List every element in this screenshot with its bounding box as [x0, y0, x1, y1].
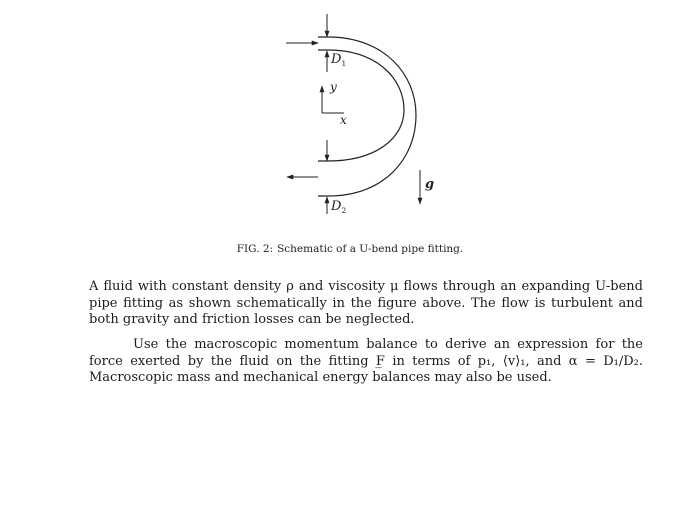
u-bend-schematic	[0, 0, 700, 240]
caption-lead: FIG. 2:	[236, 243, 274, 255]
x-axis-label: x	[340, 113, 347, 127]
problem-paragraph-2: Use the macroscopic momentum balance to derive an expression for the force exerted by the fluid on the fitting F̲ in terms of p₁, ⟨v⟩₁, and α = D₁/D₂. Macroscopic mass and mechanical energy balances may also be used.	[89, 337, 643, 385]
problem-paragraph-1: A fluid with constant density ρ and viscosity μ flows through an expanding U-bend pipe fitting as shown schematically in the figure above. The flow is turbulent and both gravity and friction losses can be neglected.	[89, 279, 643, 327]
figure-caption	[0, 243, 700, 255]
d1-label: $D_1$	[331, 52, 347, 68]
y-axis-label: y	[330, 80, 337, 94]
caption-text: Schematic of a U-bend pipe fitting.	[277, 243, 464, 255]
d2-label: $D_2$	[331, 199, 347, 215]
gravity-label: g	[425, 177, 435, 192]
